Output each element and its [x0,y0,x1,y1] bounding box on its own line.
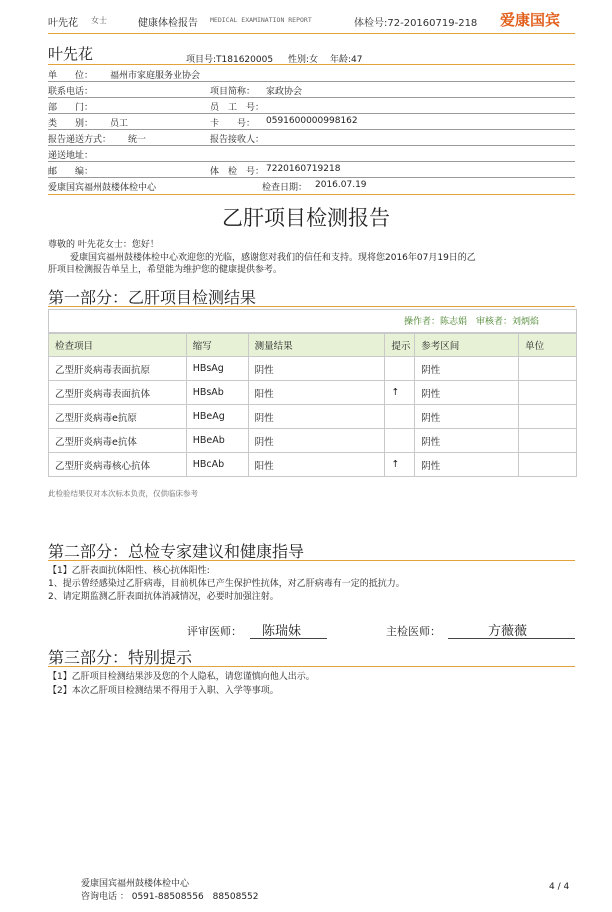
cell-abbr: HBsAb [186,381,248,405]
header-report-title-en: MEDICAL EXAMINATION REPORT [210,16,312,24]
cell-result: 阴性 [248,429,385,453]
cell-hint [385,429,415,453]
part2-title: 第二部分：总检专家建议和健康指导 [48,542,305,561]
card-label: 卡 号： [210,119,256,129]
row-line [48,129,575,130]
part3-divider [48,666,575,667]
center-name: 爱康国宾福州鼓楼体检中心 [48,183,157,193]
cell-result: 阴性 [248,405,385,429]
part1-divider [48,306,575,307]
receiver-label: 报告接收人： [210,135,265,145]
reviewer-signature: 陈瑞妹 [262,624,302,639]
col-header-abbr: 缩写 [186,334,248,357]
table-row [49,405,577,429]
part1-title: 第一部分：乙肝项目检测结果 [48,288,257,307]
cell-result: 阳性 [248,453,385,477]
cell-unit [519,453,577,477]
card-value: 0591600000998162 [266,116,358,126]
brand-logo: 爱康国宾 [500,11,561,29]
intro-line-1: 爱康国宾福州鼓楼体检中心欢迎您的光临，感谢您对我们的信任和支持。现将您2016年07月19日的乙 [70,253,476,263]
cell-hint [385,357,415,381]
cell-abbr: HBeAb [186,429,248,453]
cell-unit [519,357,577,381]
row-line [48,145,575,146]
cell-result: 阴性 [248,357,385,381]
advice-line: 2、请定期监测乙肝表面抗体消减情况，必要时加强注射。 [48,592,279,602]
examno-value: 7220160719218 [266,164,341,174]
header-divider [48,33,575,34]
info-divider [48,194,575,195]
date-value: 2016.07.19 [315,180,367,190]
cell-abbr: HBsAg [186,357,248,381]
row-line [48,97,575,98]
part3-title: 第三部分：特别提示 [48,648,193,667]
cell-item: 乙型肝炎病毒表面抗体 [49,381,187,405]
row-line [48,177,575,178]
type-label: 类 别： [48,119,94,129]
cell-result: 阳性 [248,381,385,405]
greeting: 尊敬的 叶先花女士：您好！ [48,240,159,250]
col-header-unit: 单位 [519,334,577,357]
cell-ref: 阴性 [415,429,519,453]
header-report-title: 健康体检报告 [138,18,198,29]
unit-value: 福州市家庭服务业协会 [110,71,201,81]
row-line [48,81,575,82]
patient-project-no: 项目号:T181620005 [186,55,274,65]
col-header-result: 测量结果 [248,334,385,357]
page-number: 4 / 4 [549,882,570,892]
delivery-value: 统一 [128,135,147,145]
phone-label: 联系电话： [48,87,94,97]
advice-line: 【1】乙肝表面抗体阳性、核心抗体阳性: [48,566,210,576]
postcode-label: 邮 编： [48,167,94,177]
cell-unit [519,429,577,453]
project-short-value: 家政协会 [266,87,303,97]
date-label: 检查日期： [262,183,308,193]
intro-line-2: 肝项目检测报告单呈上，希望能为维护您的健康提供参考。 [48,265,283,275]
cell-item: 乙型肝炎病毒核心抗体 [49,453,187,477]
operator-text: 操作者：陈志娟 审核者：刘炳焰 [404,317,540,327]
chief-label: 主检医师： [386,625,441,638]
patient-gender: 性别:女 [288,55,319,65]
header-patient-name: 叶先花 [48,18,78,29]
type-value: 员工 [110,119,129,129]
unit-label: 单 位： [48,71,94,81]
cell-hint: ↑ [385,381,415,405]
address-label: 递送地址： [48,151,94,161]
col-header-item: 检查项目 [49,334,187,357]
cell-item: 乙型肝炎病毒e抗体 [49,429,187,453]
project-short-label: 项目简称： [210,87,256,97]
cell-hint [385,405,415,429]
dept-label: 部 门： [48,103,94,113]
result-note: 此检验结果仅对本次标本负责，仅供临床参考 [48,489,198,498]
cell-item: 乙型肝炎病毒e抗原 [49,405,187,429]
chief-sign-line [448,638,575,639]
chief-signature: 方薇薇 [488,624,528,639]
notice-line: 【1】乙肝项目检测结果涉及您的个人隐私，请您谨慎向他人出示。 [48,672,315,682]
cell-unit [519,405,577,429]
cell-unit [519,381,577,405]
cell-ref: 阴性 [415,357,519,381]
delivery-label: 报告递送方式： [48,135,112,145]
notice-line: 【2】本次乙肝项目检测结果不得用于入职、入学等事项。 [48,686,279,696]
cell-ref: 阴性 [415,381,519,405]
col-header-ref: 参考区间 [415,334,519,357]
table-row [49,381,577,405]
patient-divider [48,64,575,65]
table-row [49,429,577,453]
report-title: 乙肝项目检测报告 [222,206,390,230]
reviewer-sign-line [250,638,327,639]
col-header-hint: 提示 [385,334,415,357]
cell-ref: 阴性 [415,453,519,477]
cell-abbr: HBcAb [186,453,248,477]
row-line [48,113,575,114]
header-gender-title: 女士 [91,16,107,25]
footer-center: 爱康国宾福州鼓楼体检中心 [81,879,190,889]
cell-abbr: HBeAg [186,405,248,429]
part2-divider [48,560,575,561]
cell-hint: ↑ [385,453,415,477]
advice-line: 1、提示曾经感染过乙肝病毒，目前机体已产生保护性抗体，对乙肝病毒有一定的抵抗力。 [48,579,405,589]
header-exam-no: 体检号:72-20160719-218 [354,18,478,29]
table-header-row [49,334,577,357]
row-line [48,161,575,162]
cell-ref: 阴性 [415,405,519,429]
patient-age: 年龄:47 [330,55,363,65]
reviewer-label: 评审医师： [187,625,242,638]
footer-phone: 咨询电话 ： 0591-88508556 88508552 [81,892,259,902]
table-row [49,357,577,381]
staff-no-label: 员 工 号： [210,103,265,113]
results-table [48,333,577,477]
patient-name: 叶先花 [48,45,94,63]
examno-label: 体 检 号： [210,167,265,177]
table-row [49,453,577,477]
cell-item: 乙型肝炎病毒表面抗原 [49,357,187,381]
